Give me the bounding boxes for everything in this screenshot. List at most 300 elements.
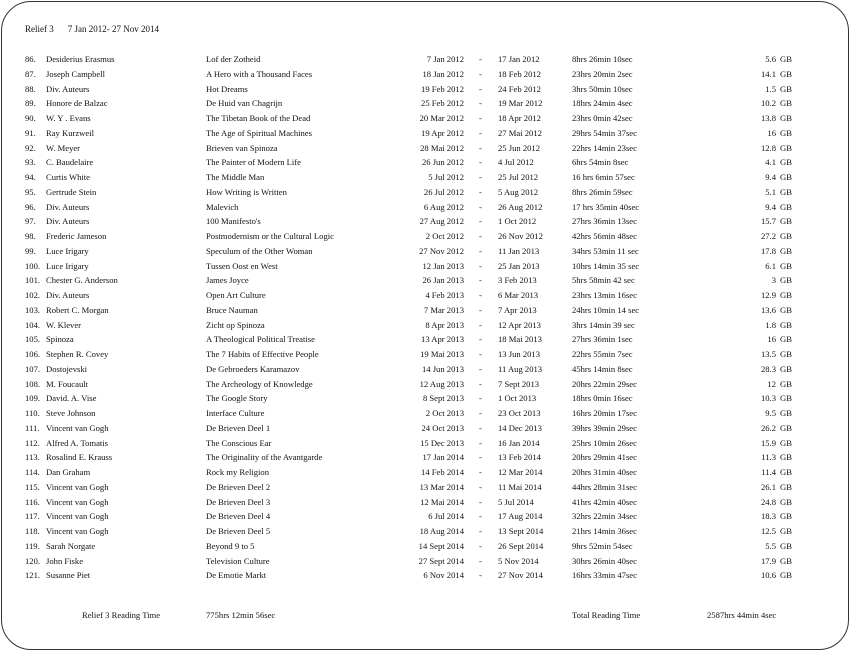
entry-size-unit: GB (780, 496, 792, 507)
entry-number: 108. (25, 378, 41, 389)
entry-size-unit: GB (780, 275, 792, 286)
entry-size-unit: GB (780, 157, 792, 168)
entry-author: Div. Auteurs (46, 216, 90, 227)
entry-duration: 45hrs 14min 8sec (572, 363, 633, 374)
entry-size-unit: GB (780, 142, 792, 153)
entry-number: 97. (25, 216, 36, 227)
entry-duration: 24hrs 10min 14 sec (572, 304, 640, 315)
entry-size: 13.6 (760, 304, 776, 315)
entry-size-unit: GB (780, 363, 792, 374)
entry-size: 1.8 (765, 319, 776, 330)
entry-size-unit: GB (780, 378, 792, 389)
entry-size: 9.4 (765, 172, 776, 182)
entry-title: Brieven van Spinoza (206, 142, 278, 153)
entry-date-separator: - (479, 496, 482, 507)
entry-author: Gertrude Stein (46, 186, 97, 197)
entry-duration: 18hrs 0min 16sec (572, 393, 633, 404)
entry-author: Steve Johnson (46, 408, 96, 418)
list-item (0, 288, 852, 303)
entry-author: John Fiske (46, 555, 84, 566)
entry-title: A Hero with a Thousand Faces (206, 68, 313, 79)
entry-duration: 9hrs 52min 54sec (572, 540, 633, 551)
entry-number: 104. (25, 319, 41, 330)
entry-size-unit: GB (780, 334, 792, 345)
entry-title: Speculum of the Other Woman (206, 245, 313, 256)
entry-number: 99. (25, 245, 36, 256)
entry-duration: 20hrs 29min 41sec (572, 452, 637, 463)
entry-title: De Brieven Deel 2 (206, 481, 271, 492)
entry-title: De Brieven Deel 1 (206, 422, 271, 433)
list-item (0, 67, 852, 82)
list-item (0, 450, 852, 465)
list-item (0, 539, 852, 554)
entry-size-unit: GB (780, 304, 792, 315)
entry-start-date: 6 Nov 2014 (423, 570, 464, 581)
entry-size: 10.3 (760, 393, 776, 404)
list-item (0, 126, 852, 141)
entry-duration: 16hrs 20min 17sec (572, 408, 637, 418)
list-item (0, 509, 852, 524)
entry-title: De Emotie Markt (206, 570, 267, 581)
entry-title: The Middle Man (206, 172, 265, 182)
entry-number: 106. (25, 349, 41, 359)
entry-title: 100 Manifesto's (206, 216, 261, 227)
entry-author: Frederic Jameson (46, 231, 107, 241)
entry-size: 9.5 (765, 408, 776, 418)
entry-duration: 21hrs 14min 36sec (572, 526, 637, 536)
entry-date-separator: - (479, 319, 482, 330)
entry-number: 120. (25, 555, 41, 566)
entry-size-unit: GB (780, 201, 792, 212)
entry-number: 102. (25, 290, 41, 300)
entry-title: A Theological Political Treatise (206, 334, 315, 345)
entry-size-unit: GB (780, 437, 792, 448)
entry-end-date: 16 Jan 2014 (498, 437, 540, 448)
entry-duration: 30hrs 26min 40sec (572, 555, 637, 566)
entry-end-date: 6 Mar 2013 (498, 290, 539, 300)
list-item (0, 406, 852, 421)
list-item (0, 52, 852, 67)
entry-date-separator: - (479, 186, 482, 197)
entry-end-date: 7 Sept 2013 (498, 378, 540, 389)
entry-date-separator: - (479, 290, 482, 300)
entry-title: How Writing is Written (206, 186, 287, 197)
section-reading-time-label: Relief 3 Reading Time (82, 610, 161, 620)
entry-number: 117. (25, 511, 40, 522)
entry-number: 100. (25, 260, 41, 271)
entry-size: 15.9 (760, 437, 776, 448)
entry-size-unit: GB (780, 526, 792, 536)
entry-author: Div. Auteurs (46, 201, 90, 212)
entry-duration: 41hrs 42min 40sec (572, 496, 637, 507)
section-reading-time-value: 775hrs 12min 56sec (206, 610, 276, 620)
entry-size-unit: GB (780, 98, 792, 109)
entry-end-date: 26 Sept 2014 (498, 540, 544, 551)
entry-duration: 27hrs 36min 1sec (572, 334, 633, 345)
entry-size-unit: GB (780, 467, 792, 477)
entry-title: De Brieven Deel 5 (206, 526, 271, 536)
entry-duration: 29hrs 54min 37sec (572, 127, 637, 138)
entry-end-date: 3 Feb 2013 (498, 275, 537, 286)
entry-number: 89. (25, 98, 36, 109)
list-item (0, 141, 852, 156)
entry-number: 121. (25, 570, 41, 581)
entry-end-date: 1 Oct 2012 (498, 216, 537, 227)
entry-start-date: 25 Feb 2012 (421, 98, 464, 109)
entry-date-separator: - (479, 393, 482, 404)
entry-size: 15.7 (760, 216, 776, 227)
entry-duration: 3hrs 14min 39 sec (572, 319, 635, 330)
entry-size: 17.9 (760, 555, 776, 566)
entry-end-date: 5 Aug 2012 (498, 186, 539, 197)
entry-size: 11.3 (761, 452, 776, 463)
entry-end-date: 19 Mar 2012 (498, 98, 543, 109)
entry-size-unit: GB (780, 511, 792, 522)
entry-date-separator: - (479, 157, 482, 168)
list-item (0, 436, 852, 451)
entry-duration: 10hrs 14min 35 sec (572, 260, 640, 271)
entry-date-separator: - (479, 142, 482, 153)
list-item (0, 155, 852, 170)
list-item (0, 362, 852, 377)
entry-number: 87. (25, 68, 36, 79)
entry-number: 86. (25, 54, 36, 64)
entry-date-separator: - (479, 113, 482, 123)
entry-size: 1.5 (765, 83, 776, 94)
entry-date-separator: - (479, 526, 482, 536)
entry-date-separator: - (479, 378, 482, 389)
entry-duration: 17 hrs 35min 40sec (572, 201, 640, 212)
entry-author: Rosalind E. Krauss (46, 452, 113, 463)
entry-size-unit: GB (780, 290, 792, 300)
entry-end-date: 1 Oct 2013 (498, 393, 537, 404)
entry-start-date: 2 Oct 2012 (425, 231, 464, 241)
entry-duration: 32hrs 22min 34sec (572, 511, 637, 522)
entry-date-separator: - (479, 452, 482, 463)
entry-size-unit: GB (780, 319, 792, 330)
entry-end-date: 5 Jul 2014 (498, 496, 534, 507)
entry-end-date: 13 Sept 2014 (498, 526, 544, 536)
list-item (0, 391, 852, 406)
entry-date-separator: - (479, 68, 482, 79)
entry-number: 88. (25, 83, 36, 94)
entry-end-date: 18 Feb 2012 (498, 68, 541, 79)
entry-number: 101. (25, 275, 41, 286)
entry-start-date: 8 Sept 2013 (422, 393, 464, 404)
entry-date-separator: - (479, 127, 482, 138)
entry-start-date: 26 Jan 2013 (422, 275, 464, 286)
entry-date-separator: - (479, 275, 482, 286)
list-item (0, 96, 852, 111)
entry-size-unit: GB (780, 113, 792, 123)
section-title: Relief 3 (25, 24, 54, 34)
entry-title: Malevich (206, 201, 239, 212)
entry-size-unit: GB (780, 54, 792, 64)
list-item (0, 554, 852, 569)
entry-start-date: 20 Mar 2012 (419, 113, 464, 123)
entry-end-date: 27 Mai 2012 (498, 127, 542, 138)
entry-size: 12.9 (760, 290, 776, 300)
entry-duration: 39hrs 39min 29sec (572, 422, 637, 433)
entry-size-unit: GB (780, 540, 792, 551)
entry-start-date: 14 Sept 2014 (418, 540, 464, 551)
entry-duration: 16 hrs 6min 57sec (572, 172, 635, 182)
entry-end-date: 25 Jul 2012 (498, 172, 539, 182)
entry-start-date: 6 Aug 2012 (423, 201, 464, 212)
entry-date-separator: - (479, 467, 482, 477)
entry-number: 110. (25, 408, 40, 418)
entry-title: Lof der Zotheid (206, 54, 261, 64)
entry-size: 6.1 (765, 260, 776, 271)
entry-size: 14.1 (760, 68, 776, 79)
entry-number: 118. (25, 526, 40, 536)
entry-author: W. Klever (46, 319, 81, 330)
entry-size-unit: GB (780, 186, 792, 197)
list-item (0, 303, 852, 318)
entry-size: 27.2 (760, 231, 776, 241)
entry-author: Sarah Norgate (46, 540, 96, 551)
entry-start-date: 13 Apr 2013 (421, 334, 464, 345)
entry-number: 109. (25, 393, 41, 404)
entry-author: Div. Auteurs (46, 290, 90, 300)
entry-size: 28.3 (760, 363, 776, 374)
entry-duration: 27hrs 36min 13sec (572, 216, 637, 227)
reading-time-summary (0, 608, 852, 622)
total-reading-time-value: 2587hrs 44min 4sec (707, 610, 777, 620)
entry-date-separator: - (479, 83, 482, 94)
entry-duration: 42hrs 56min 48sec (572, 231, 637, 241)
entry-end-date: 26 Aug 2012 (498, 201, 543, 212)
entry-title: Postmodernism or the Cultural Logic (206, 231, 334, 241)
entry-author: Dan Graham (46, 467, 91, 477)
entry-duration: 22hrs 55min 7sec (572, 349, 633, 359)
entry-end-date: 13 Feb 2014 (498, 452, 541, 463)
entry-size: 5.5 (765, 540, 776, 551)
entry-size-unit: GB (780, 68, 792, 79)
entry-size: 3 (771, 275, 776, 286)
entry-size: 16 (767, 127, 776, 138)
entry-title: De Brieven Deel 4 (206, 511, 271, 522)
entry-duration: 8hrs 26min 59sec (572, 186, 633, 197)
entry-size-unit: GB (780, 349, 792, 359)
entry-date-separator: - (479, 304, 482, 315)
entry-author: Susanne Piet (46, 570, 91, 581)
entry-size: 11.4 (761, 467, 776, 477)
entry-end-date: 18 Mai 2013 (498, 334, 542, 345)
list-item (0, 480, 852, 495)
entry-start-date: 26 Jun 2012 (421, 157, 464, 168)
entry-end-date: 17 Jan 2012 (498, 54, 540, 64)
entry-size: 13.8 (760, 113, 776, 123)
entry-author: Luce Irigary (46, 260, 89, 271)
entry-author: Vincent van Gogh (46, 422, 109, 433)
entry-title: Rock my Religion (206, 467, 270, 477)
entry-title: James Joyce (206, 275, 249, 286)
entry-number: 116. (25, 496, 40, 507)
entry-date-separator: - (479, 172, 482, 182)
entry-title: Bruce Nauman (206, 304, 258, 315)
entry-date-separator: - (479, 349, 482, 359)
entry-author: Vincent van Gogh (46, 511, 109, 522)
entry-duration: 34hrs 53min 11 sec (572, 245, 639, 256)
entry-author: Vincent van Gogh (46, 526, 109, 536)
entry-title: The Painter of Modern Life (206, 157, 301, 168)
list-item (0, 259, 852, 274)
entry-title: The Age of Spiritual Machines (206, 127, 312, 138)
entry-size: 12 (767, 378, 776, 389)
entry-title: Beyond 9 to 5 (206, 540, 255, 551)
entry-date-separator: - (479, 408, 482, 418)
entry-size-unit: GB (780, 481, 792, 492)
list-item (0, 185, 852, 200)
entry-date-separator: - (479, 334, 482, 345)
entry-number: 94. (25, 172, 36, 182)
entry-size-unit: GB (780, 422, 792, 433)
entry-title: Television Culture (206, 555, 270, 566)
entry-duration: 16hrs 33min 47sec (572, 570, 637, 581)
entry-author: W. Meyer (46, 142, 81, 153)
entry-duration: 18hrs 24min 4sec (572, 98, 633, 109)
entry-duration: 23hrs 13min 16sec (572, 290, 637, 300)
entry-end-date: 7 Apr 2013 (498, 304, 537, 315)
entry-title: Interface Culture (206, 408, 265, 418)
entry-date-separator: - (479, 437, 482, 448)
entry-end-date: 18 Apr 2012 (498, 113, 541, 123)
entry-number: 119. (25, 540, 40, 551)
entry-number: 105. (25, 334, 41, 345)
entry-end-date: 17 Aug 2014 (498, 511, 543, 522)
list-item (0, 568, 852, 583)
list-item (0, 82, 852, 97)
entry-number: 90. (25, 113, 36, 123)
entry-title: The Google Story (206, 393, 268, 404)
entry-number: 93. (25, 157, 36, 168)
entry-start-date: 17 Jan 2014 (422, 452, 464, 463)
document-header (25, 24, 159, 34)
entry-size-unit: GB (780, 172, 792, 182)
entry-size-unit: GB (780, 408, 792, 418)
list-item (0, 111, 852, 126)
entry-number: 107. (25, 363, 41, 374)
entry-author: Spinoza (46, 334, 74, 345)
entry-end-date: 25 Jan 2013 (498, 260, 540, 271)
entry-size-unit: GB (780, 216, 792, 227)
entry-author: Desiderius Erasmus (46, 54, 115, 64)
entry-start-date: 24 Oct 2013 (421, 422, 464, 433)
entry-size-unit: GB (780, 127, 792, 138)
entry-start-date: 6 Jul 2014 (428, 511, 464, 522)
entry-start-date: 27 Sept 2014 (418, 555, 464, 566)
entry-end-date: 11 Jan 2013 (498, 245, 540, 256)
entry-duration: 22hrs 14min 23sec (572, 142, 637, 153)
entry-author: M. Foucault (46, 378, 89, 389)
reading-list (0, 52, 852, 583)
entry-duration: 8hrs 26min 10sec (572, 54, 633, 64)
entry-number: 112. (25, 437, 40, 448)
entry-date-separator: - (479, 201, 482, 212)
entry-start-date: 14 Feb 2014 (421, 467, 464, 477)
list-item (0, 273, 852, 288)
entry-start-date: 14 Jun 2013 (421, 363, 464, 374)
entry-title: Open Art Culture (206, 290, 266, 300)
entry-size: 18.3 (760, 511, 776, 522)
entry-size: 5.6 (765, 54, 776, 64)
entry-author: Alfred A. Tomatis (46, 437, 109, 448)
entry-title: De Huid van Chagrijn (206, 98, 283, 109)
entry-date-separator: - (479, 540, 482, 551)
entry-start-date: 26 Jul 2012 (423, 186, 464, 197)
entry-end-date: 4 Jul 2012 (498, 157, 534, 168)
entry-end-date: 14 Dec 2013 (498, 422, 542, 433)
entry-start-date: 18 Jan 2012 (422, 68, 464, 79)
entry-start-date: 5 Jul 2012 (428, 172, 464, 182)
list-item (0, 465, 852, 480)
entry-number: 92. (25, 142, 36, 153)
entry-start-date: 28 Mai 2012 (420, 142, 464, 153)
entry-size: 12.5 (760, 526, 776, 536)
entry-end-date: 25 Jun 2012 (498, 142, 541, 153)
entry-date-separator: - (479, 555, 482, 566)
entry-start-date: 19 Apr 2012 (421, 127, 464, 138)
list-item (0, 495, 852, 510)
entry-author: Vincent van Gogh (46, 496, 109, 507)
entry-date-separator: - (479, 54, 482, 64)
entry-date-separator: - (479, 231, 482, 241)
entry-title: The 7 Habits of Effective People (206, 349, 319, 359)
entry-title: Zicht op Spinoza (206, 319, 265, 330)
entry-author: Dostojevski (46, 363, 88, 374)
entry-duration: 25hrs 10min 26sec (572, 437, 637, 448)
entry-title: De Gebroeders Karamazov (206, 363, 300, 374)
entry-size: 13.5 (760, 349, 776, 359)
entry-date-separator: - (479, 216, 482, 227)
entry-author: W. Y . Evans (46, 113, 91, 123)
entry-title: The Archeology of Knowledge (206, 378, 313, 389)
entry-number: 95. (25, 186, 36, 197)
entry-author: Stephen R. Covey (46, 349, 109, 359)
entry-title: The Originality of the Avantgarde (206, 452, 323, 463)
entry-date-separator: - (479, 363, 482, 374)
entry-duration: 5hrs 58min 42 sec (572, 275, 635, 286)
entry-size: 24.8 (760, 496, 776, 507)
entry-size-unit: GB (780, 260, 792, 271)
entry-number: 103. (25, 304, 41, 315)
list-item (0, 229, 852, 244)
entry-size-unit: GB (780, 245, 792, 256)
entry-author: Honore de Balzac (46, 98, 108, 109)
entry-size: 4.1 (765, 157, 776, 168)
list-item (0, 244, 852, 259)
entry-end-date: 5 Nov 2014 (498, 555, 539, 566)
entry-start-date: 27 Aug 2012 (419, 216, 464, 227)
entry-title: Tussen Oost en West (206, 260, 278, 271)
entry-size-unit: GB (780, 570, 792, 581)
entry-start-date: 8 Apr 2013 (425, 319, 464, 330)
entry-end-date: 11 Aug 2013 (498, 363, 543, 374)
entry-size-unit: GB (780, 83, 792, 94)
entry-duration: 44hrs 28min 31sec (572, 481, 637, 492)
entry-size: 10.6 (760, 570, 776, 581)
list-item (0, 347, 852, 362)
list-item (0, 332, 852, 347)
entry-start-date: 4 Feb 2013 (425, 290, 464, 300)
entry-start-date: 7 Jan 2012 (426, 54, 464, 64)
entry-start-date: 12 Mai 2014 (420, 496, 464, 507)
entry-author: Div. Auteurs (46, 83, 90, 94)
entry-end-date: 12 Mar 2014 (498, 467, 543, 477)
entry-start-date: 12 Jan 2013 (422, 260, 464, 271)
entry-title: The Tibetan Book of the Dead (206, 113, 311, 123)
